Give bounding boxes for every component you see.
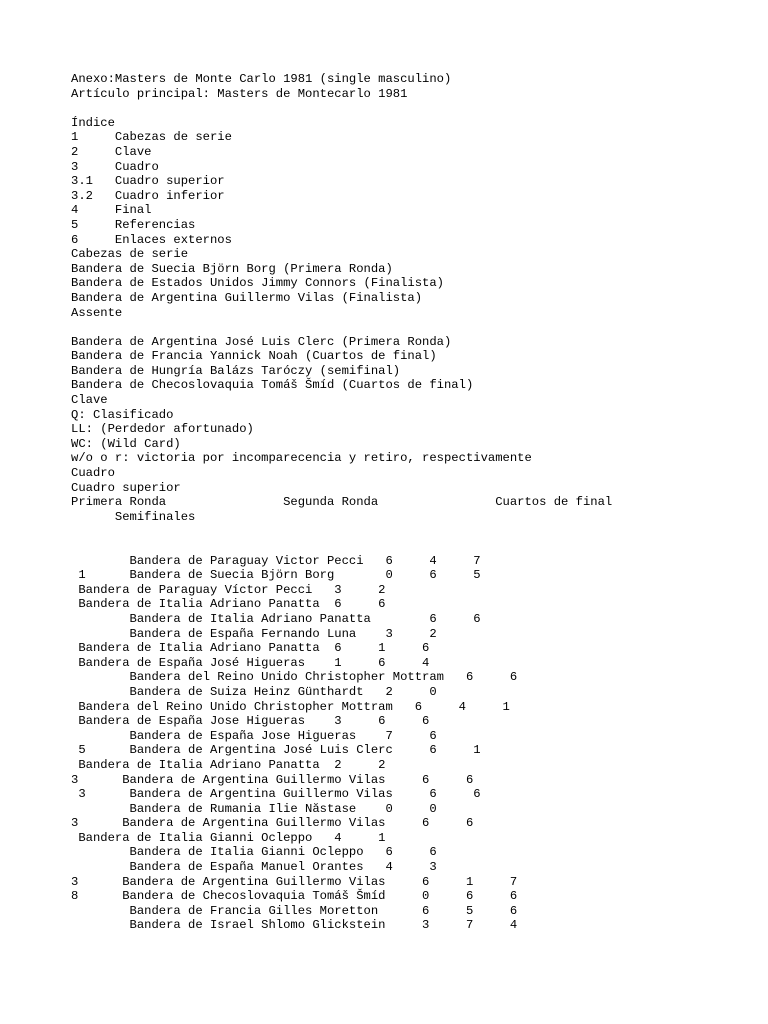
text-line: Anexo:Masters de Monte Carlo 1981 (single masculino): [71, 72, 452, 86]
text-line: Bandera de Checoslovaquia Tomáš Šmíd (Cuartos de final): [71, 378, 474, 393]
text-line: 2 Clave: [71, 144, 152, 159]
text-line: 1 Cabezas de serie: [71, 130, 232, 145]
text-line: Bandera del Reino Unido Christopher Mottram 6 6: [71, 670, 518, 685]
text-line: w/o o r: victoria por incomparecencia y retiro, respectivamente: [71, 451, 532, 466]
text-line: Bandera de Paraguay Victor Pecci 6 4 7: [71, 553, 481, 568]
text-line: Bandera de Estados Unidos Jimmy Connors (Finalista): [71, 276, 444, 291]
text-line: Bandera de Rumania Ilie Năstase 0 0: [71, 801, 437, 816]
text-line: Bandera de España Fernando Luna 3 2: [71, 626, 437, 641]
text-line: Bandera del Reino Unido Christopher Mottram 6 4 1: [71, 699, 510, 714]
text-line: 8 Bandera de Checoslovaquia Tomáš Šmíd 0 6 6: [71, 889, 518, 904]
text-line: [71, 539, 761, 554]
text-line: WC: (Wild Card): [71, 436, 181, 451]
text-line: Cabezas de serie: [71, 247, 189, 262]
text-line: Índice: [71, 115, 115, 130]
text-line: Bandera de Francia Yannick Noah (Cuartos de final): [71, 349, 437, 364]
document-text: [71, 72, 761, 933]
text-line: Bandera de Hungría Balázs Taróczy (semifinal): [71, 363, 401, 378]
text-line: Artículo principal: Masters de Montecarlo 1981: [71, 86, 408, 101]
text-line: Bandera de Argentina Guillermo Vilas (Finalista): [71, 290, 423, 305]
text-line: 3.2 Cuadro inferior: [71, 188, 225, 203]
text-line: 4 Final: [71, 203, 152, 218]
text-line: Cuadro superior: [71, 480, 181, 495]
text-line: Assente: [71, 305, 123, 320]
text-line: Bandera de España Manuel Orantes 4 3: [71, 860, 437, 875]
text-line: [71, 101, 761, 116]
text-line: Bandera de Israel Shlomo Glickstein 3 7 4: [71, 918, 518, 933]
text-line: Bandera de España Jose Higueras 7 6: [71, 728, 437, 743]
text-line: LL: (Perdedor afortunado): [71, 422, 254, 437]
text-line: Bandera de Italia Adriano Panatta 6 6: [71, 611, 481, 626]
text-line: 3 Bandera de Argentina Guillermo Vilas 6 6: [71, 772, 474, 787]
text-line: Bandera de Suiza Heinz Günthardt 2 0: [71, 684, 437, 699]
text-line: Bandera de Italia Adriano Panatta 6 1 6: [71, 641, 430, 656]
text-line: Bandera de Argentina José Luis Clerc (Primera Ronda): [71, 334, 452, 349]
text-line: [71, 524, 761, 539]
text-line: Bandera de Italia Adriano Panatta 6 6: [71, 597, 386, 612]
text-line: Bandera de Italia Gianni Ocleppo 6 6: [71, 845, 437, 860]
text-line: Semifinales: [71, 509, 196, 524]
text-line: 6 Enlaces externos: [71, 232, 232, 247]
text-line: 3 Cuadro: [71, 159, 159, 174]
text-line: [71, 320, 761, 335]
text-line: Bandera de Suecia Björn Borg (Primera Ronda): [71, 261, 393, 276]
text-line: Bandera de Italia Adriano Panatta 2 2: [71, 757, 386, 772]
text-line: 3 Bandera de Argentina Guillermo Vilas 6 6: [71, 787, 481, 802]
text-line: Bandera de Italia Gianni Ocleppo 4 1: [71, 830, 386, 845]
text-line: 3 Bandera de Argentina Guillermo Vilas 6 6: [71, 816, 474, 831]
text-line: 3.1 Cuadro superior: [71, 174, 225, 189]
text-line: 3 Bandera de Argentina Guillermo Vilas 6 1 7: [71, 874, 518, 889]
text-line: Bandera de España José Higueras 1 6 4: [71, 655, 430, 670]
text-line: Bandera de Paraguay Víctor Pecci 3 2: [71, 582, 386, 597]
text-line: 1 Bandera de Suecia Björn Borg 0 6 5: [71, 568, 481, 583]
text-line: Cuadro: [71, 466, 115, 481]
text-line: Bandera de Francia Gilles Moretton 6 5 6: [71, 903, 518, 918]
text-line: 5 Referencias: [71, 217, 196, 232]
text-line: Primera Ronda Segunda Ronda Cuartos de final: [71, 495, 613, 510]
text-line: Bandera de España Jose Higueras 3 6 6: [71, 714, 430, 729]
text-line: Clave: [71, 393, 108, 408]
text-line: Q: Clasificado: [71, 407, 174, 422]
text-line: 5 Bandera de Argentina José Luis Clerc 6 1: [71, 743, 481, 758]
